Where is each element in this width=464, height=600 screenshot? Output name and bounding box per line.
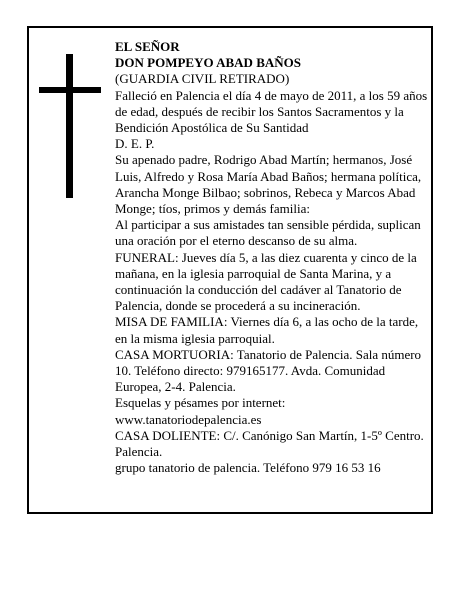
notice-text	[115, 39, 433, 476]
obituary-notice	[27, 26, 433, 514]
cross-vertical-bar	[66, 54, 73, 198]
family-mass-details: MISA DE FAMILIA: Viernes día 6, a las ocho de la tarde, en la misma iglesia parroquial.	[115, 314, 419, 346]
funeral-home-contact: grupo tanatorio de palencia. Teléfono 979 16 53 16	[115, 460, 381, 476]
death-announcement: Falleció en Palencia el día 4 de mayo de 2011, a los 59 años de edad, después de recibir los Santos Sacramentos y la Bendición Apostólica de Su Santidad	[115, 87, 428, 136]
cross-horizontal-bar	[39, 87, 101, 93]
family-list: Su apenado padre, Rodrigo Abad Martín; hermanos, José Luis, Alfredo y Rosa María Abad Baños; hermana política, Arancha Monge Bilbao; sobrinos, Rebeca y Marcos Abad Monge; tíos, primos y demás familia:	[115, 152, 422, 217]
deceased-name: DON POMPEYO ABAD BAÑOS	[115, 55, 301, 71]
funeral-details: FUNERAL: Jueves día 5, a las diez cuarenta y cinco de la mañana, en la iglesia parroquial de Santa Marina, y a continuación la conducción del cadáver al Tanatorio de Palencia, donde se procederá a su incineración.	[115, 249, 417, 314]
family-home-address: CASA DOLIENTE: C/. Canónigo San Martín, 1-5º Centro. Palencia.	[115, 427, 424, 460]
prayer-request: Al participar a sus amistades tan sensible pérdida, suplican una oración por el eterno descanso de su alma.	[115, 217, 421, 249]
rip-abbreviation: D. E. P.	[115, 136, 155, 152]
online-condolences-label: Esquelas y pésames por internet:	[115, 395, 286, 411]
website-url: www.tanatoriodepalencia.es	[115, 411, 262, 427]
occupation: (GUARDIA CIVIL RETIRADO)	[115, 71, 290, 87]
cross-icon	[39, 54, 101, 198]
title-line: EL SEÑOR	[115, 39, 180, 54]
mortuary-details: CASA MORTUORIA: Tanatorio de Palencia. Sala número 10. Teléfono directo: 979165177. Avda. Comunidad Europea, 2-4. Palencia.	[115, 346, 422, 395]
